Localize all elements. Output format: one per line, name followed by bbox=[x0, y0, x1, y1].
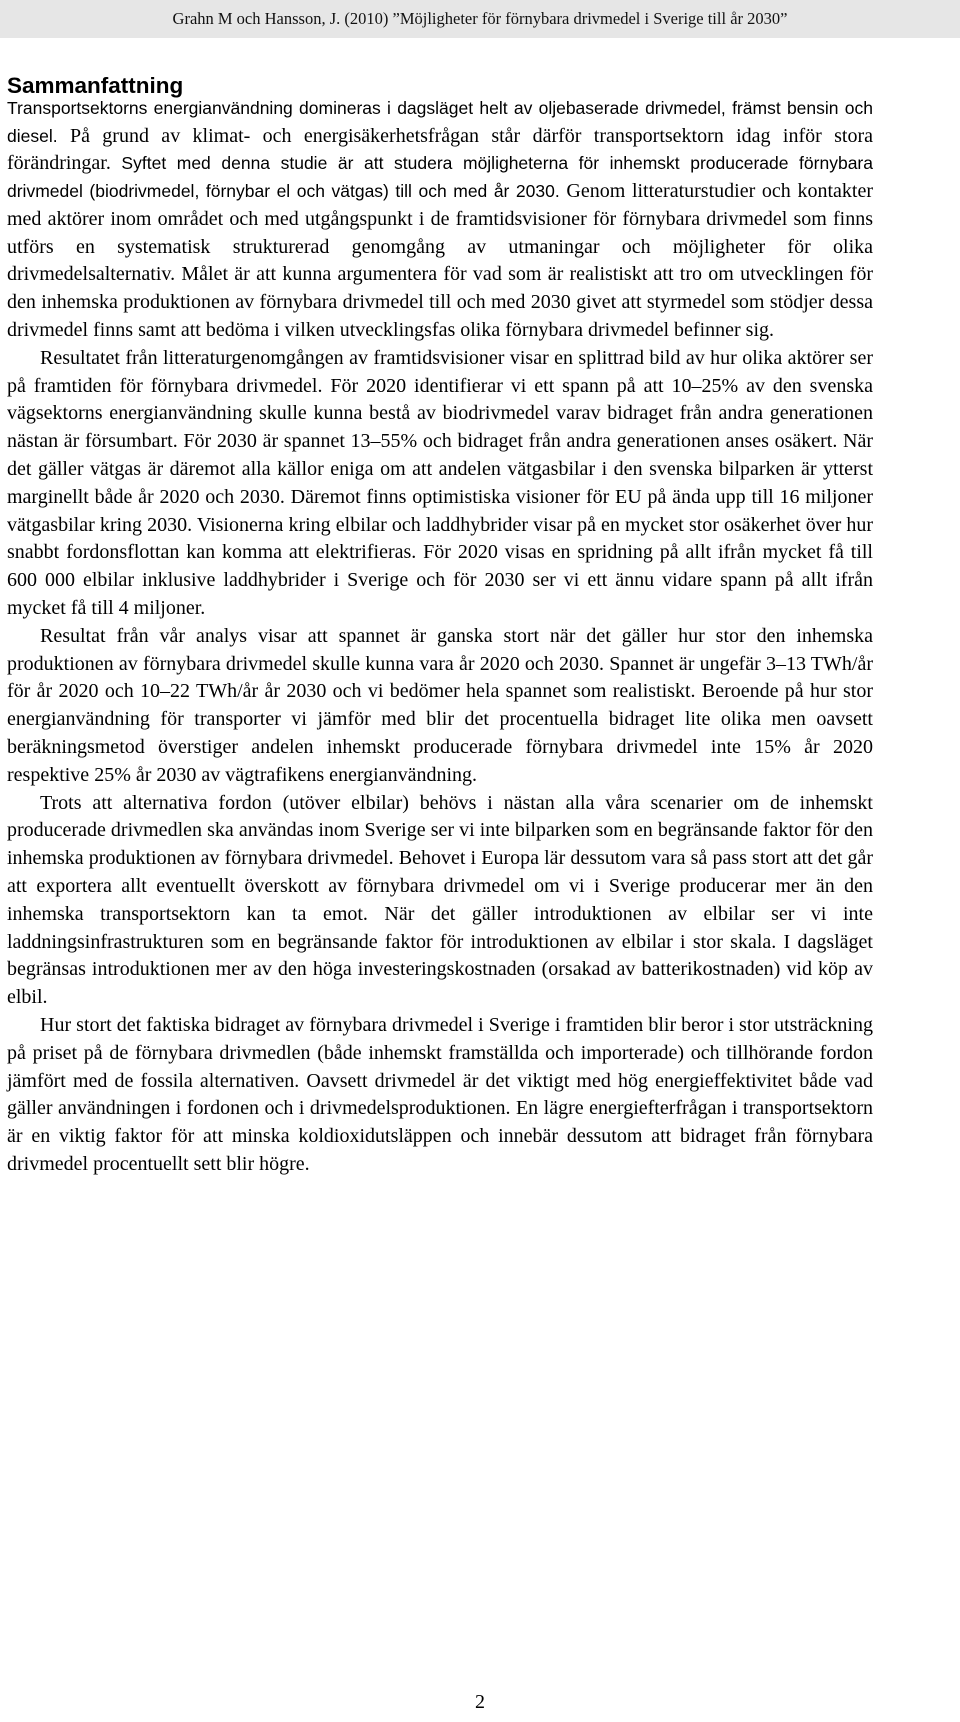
paragraph-intro-sentence-1: Transportsektorns energianvändning domineras i dagsläget helt av oljebaserade drivmedel, främst bensin och diesel. bbox=[7, 98, 873, 146]
paragraph-conclusion: Hur stort det faktiska bidraget av förnybara drivmedel i Sverige i framtiden blir beror i stor utsträckning på priset på de förnybara drivmedlen (både inhemskt framställda och importerade) och tillhörande fordon jämfört med de fossila alternativen. Oavsett drivmedel är det viktigt med hög energieffektivitet både vad gäller användningen i fordonen och i drivmedelsproduktionen. En lägre energiefterfrågan i transportsektorn är en viktig faktor för att minska koldioxidutsläppen och innebär dessutom att bidraget från förnybara drivmedel procentuellt sett blir högre. bbox=[7, 1014, 873, 1175]
summary-body bbox=[7, 95, 873, 1179]
paragraph-intro-sentence-5: Målet är att kunna argumentera för vad som är realistiskt att tro om utvecklingen för den inhemska produktionen av förnybara drivmedel till och med 2030 givet att styrmedel som stödjer dessa drivmedel finns samt att bedöma i vilken utvecklingsfas olika förnybara drivmedel befinner sig. bbox=[7, 263, 873, 342]
paragraph-literature-results: Resultatet från litteraturgenomgången av framtidsvisioner visar en splittrad bild av hur olika aktörer ser på framtiden för förnybara drivmedel. För 2020 identifierar vi ett spann på att 10–25% av den svenska vägsektorns energianvändning skulle kunna bestå av biodrivmedel varav bidraget från andra generationen nästan är försumbart. För 2030 är spannet 13–55% och bidraget från andra generationen anses osäkert. När det gäller vätgas är däremot alla källor eniga om att andelen vätgasbilar i den svenska bilparken är ytterst marginellt både år 2020 och 2030. Däremot finns optimistiska visioner för EU på ända upp till 16 miljoner vätgasbilar kring 2030. Visionerna kring elbilar och laddhybrider visar på en mycket stor osäkerhet över hur snabbt fordonsflottan kan komma att elektrifieras. För 2020 visas en spridning på allt ifrån mycket få till 600 000 elbilar inklusive laddhybrider i Sverige och för 2030 ser vi ett ännu vidare spann på allt ifrån mycket få till 4 miljoner. bbox=[7, 346, 873, 620]
page-number: 2 bbox=[475, 1691, 485, 1713]
paragraph-intro-sentence-4: Genom litteraturstudier och kontakter med aktörer inom området och med utgångspunkt i de framtidsvisioner för förnybara drivmedel som finns utförs en systematisk strukturerad genomgång av utmaningar och möjligheter för olika drivmedelsalternativ. bbox=[7, 180, 873, 286]
paragraph-intro bbox=[7, 95, 873, 345]
paragraph-analysis-results: Resultat från vår analys visar att spannet är ganska stort när det gäller hur stor den inhemska produktionen av förnybara drivmedel skulle kunna vara år 2020 och 2030. Spannet är ungefär 3–13 TWh/år för år 2020 och 10–22 TWh/år år 2030 och vi bedömer hela spannet som realistiskt. Beroende på hur stor energianvändning för transporter vi jämför med blir det procentuella bidraget lite olika men oavsett beräkningsmetod överstiger andelen inhemskt producerade förnybara drivmedel inte 15% år 2020 respektive 25% år 2030 av vägtrafikens energianvändning. bbox=[7, 624, 873, 786]
running-header: Grahn M och Hansson, J. (2010) ”Möjligheter för förnybara drivmedel i Sverige till år 2030” bbox=[0, 0, 960, 38]
paragraph-intro-sentence-2: På grund av klimat- och energisäkerhetsfrågan står därför transportsektorn idag inför stora förändringar. bbox=[7, 124, 873, 175]
section-title: Sammanfattning bbox=[7, 73, 184, 98]
paragraph-intro-sentence-3: Syftet med denna studie är att studera möjligheterna för inhemskt producerade förnybara drivmedel (biodrivmedel, förnybar el och vätgas) till och med år 2030. bbox=[7, 153, 873, 202]
paragraph-vehicle-fleet: Trots att alternativa fordon (utöver elbilar) behövs i nästan alla våra scenarier om de inhemskt producerade drivmedlen ska användas inom Sverige ser vi inte bilparken som en begränsande faktor för den inhemska produktionen av förnybara drivmedel. Behovet i Europa lär dessutom vara så pass stort att det går att exportera allt eventuellt överskott av förnybara drivmedel om vi i Sverige producerar mer än den inhemska transportsektorn kan ta emot. När det gäller introduktionen av elbilar ser vi inte laddningsinfrastrukturen som en begränsande faktor för introduktionen av elbilar i stor skala. I dagsläget begränsas introduktionen mer av den höga investeringskostnaden (orsakad av batterikostnaden) vid köp av elbil. bbox=[7, 791, 873, 1009]
